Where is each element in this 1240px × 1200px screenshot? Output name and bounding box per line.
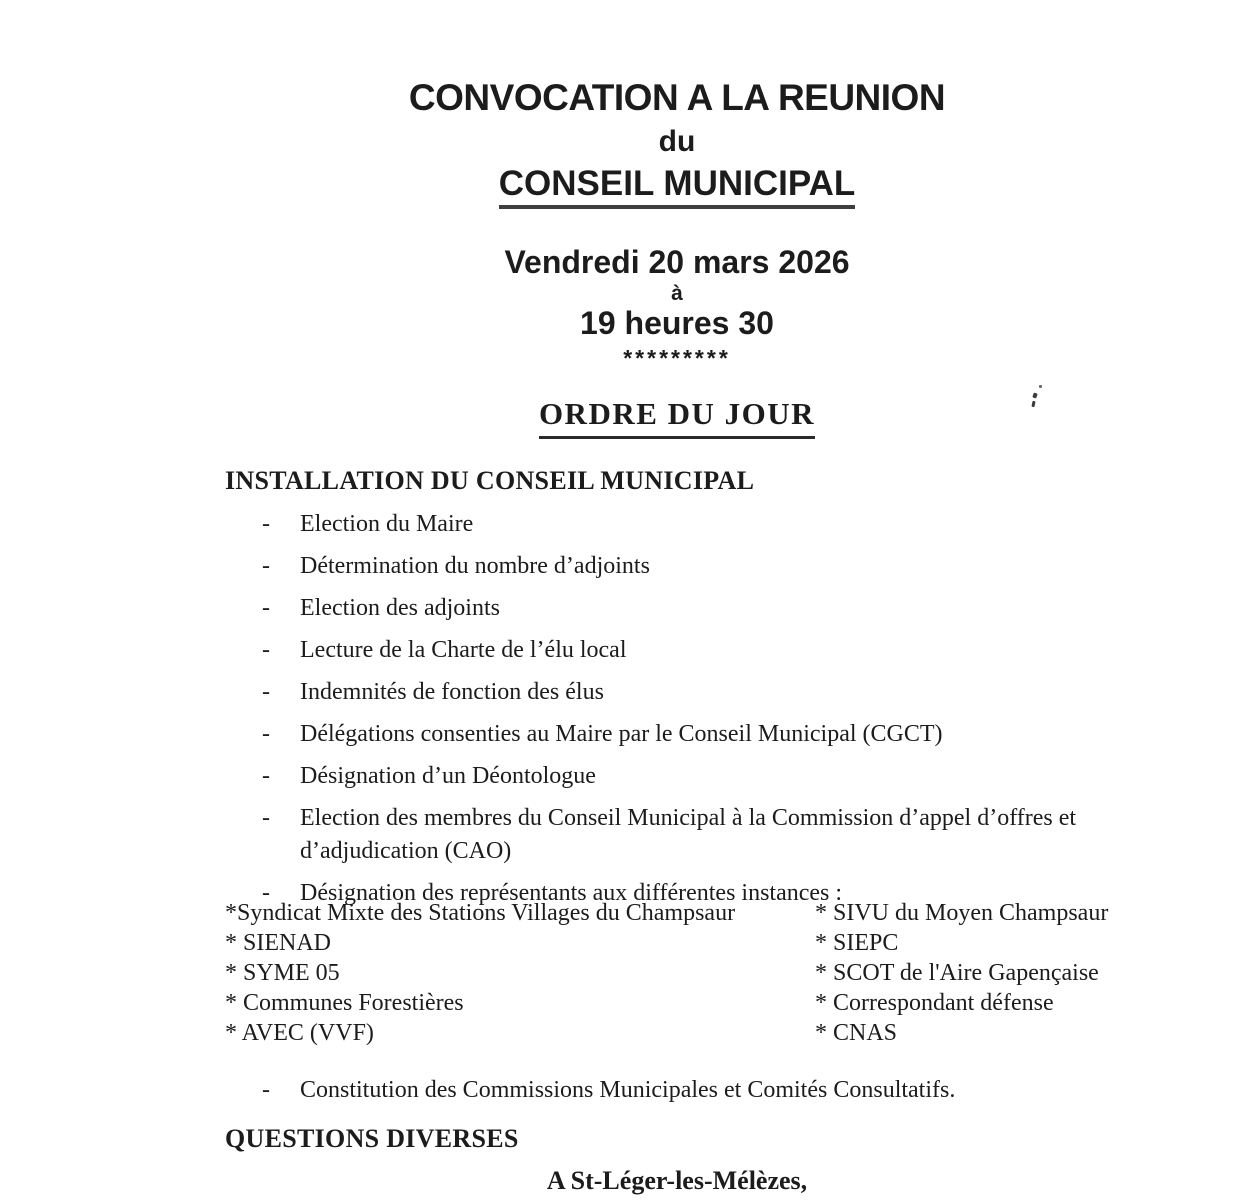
- instance-entry: * SIENAD: [225, 930, 331, 956]
- dash-bullet: -: [262, 805, 270, 831]
- title-line-convocation: CONVOCATION A LA REUNION: [408, 77, 946, 118]
- title-line-du: du: [658, 124, 696, 158]
- instance-entry: * Communes Forestières: [225, 990, 464, 1016]
- dash-bullet: -: [262, 721, 270, 747]
- title-line-conseil-municipal: CONSEIL MUNICIPAL: [499, 166, 856, 210]
- dash-bullet: -: [262, 679, 270, 705]
- meeting-date: Vendredi 20 mars 2026: [504, 244, 850, 280]
- meeting-time: 19 heures 30: [580, 304, 774, 341]
- agenda-item-text: Constitution des Commissions Municipales et Comités Consultatifs.: [300, 1077, 956, 1103]
- dash-bullet: -: [262, 511, 270, 537]
- agenda-item: [225, 802, 1155, 868]
- instances-columns: [225, 898, 1155, 1048]
- instance-entry: *Syndicat Mixte des Stations Villages du Champsaur: [225, 900, 736, 926]
- agenda-item: [225, 508, 1155, 541]
- agenda-item-text: Election du Maire: [300, 511, 474, 537]
- section-title-installation: INSTALLATION DU CONSEIL MUNICIPAL: [225, 466, 755, 495]
- meeting-at: à: [671, 281, 683, 305]
- instance-entry: * Correspondant défense: [815, 990, 1054, 1016]
- agenda-item: [225, 592, 1155, 625]
- dash-bullet: -: [262, 637, 270, 663]
- agenda-item: [225, 550, 1155, 583]
- agenda-item-text: Lecture de la Charte de l’élu local: [300, 637, 627, 663]
- agenda-item-text: Indemnités de fonction des élus: [300, 679, 604, 705]
- meeting-datetime: [112, 244, 1240, 372]
- dash-bullet: -: [262, 763, 270, 789]
- footer-place-line: A St-Léger-les-Mélèzes,: [546, 1166, 808, 1195]
- agenda-item-text: Désignation d’un Déontologue: [300, 763, 596, 789]
- asterisk-separator: *********: [623, 344, 731, 371]
- instances-column-left: [225, 898, 815, 1048]
- agenda-item-text: Délégations consenties au Maire par le Conseil Municipal (CGCT): [300, 721, 943, 747]
- instance-entry: * SIVU du Moyen Champsaur: [815, 900, 1109, 926]
- dash-bullet: -: [262, 880, 270, 906]
- agenda-item: [225, 760, 1155, 793]
- agenda-item-text: Election des adjoints: [300, 595, 500, 621]
- agenda-item: [225, 718, 1155, 751]
- agenda-item: [225, 634, 1155, 667]
- agenda-item-text: Détermination du nombre d’adjoints: [300, 553, 650, 579]
- instance-entry: * SIEPC: [815, 930, 899, 956]
- scan-artifact-speck: [1032, 385, 1046, 407]
- dash-bullet: -: [262, 553, 270, 579]
- instances-column-right: [815, 898, 1155, 1048]
- section-title-questions-diverses: QUESTIONS DIVERSES: [225, 1124, 519, 1153]
- instance-entry: * AVEC (VVF): [225, 1020, 374, 1046]
- agenda-heading: ORDRE DU JOUR: [539, 396, 815, 439]
- agenda-item-text: Désignation des représentants aux différentes instances :: [300, 880, 843, 906]
- dash-bullet: -: [262, 1077, 270, 1103]
- instance-entry: * SCOT de l'Aire Gapençaise: [815, 960, 1099, 986]
- agenda-item: [225, 676, 1155, 709]
- dash-bullet: -: [262, 595, 270, 621]
- document-header: [112, 78, 1240, 209]
- agenda-heading-wrap: [112, 396, 1240, 439]
- instance-entry: * CNAS: [815, 1020, 898, 1046]
- agenda-item-text: Election des membres du Conseil Municipal à la Commission d’appel d’offres et d’adjudication (CAO): [300, 805, 1077, 864]
- agenda-item-list: [225, 508, 1155, 919]
- instance-entry: * SYME 05: [225, 960, 340, 986]
- agenda-item-final: [225, 1074, 1230, 1107]
